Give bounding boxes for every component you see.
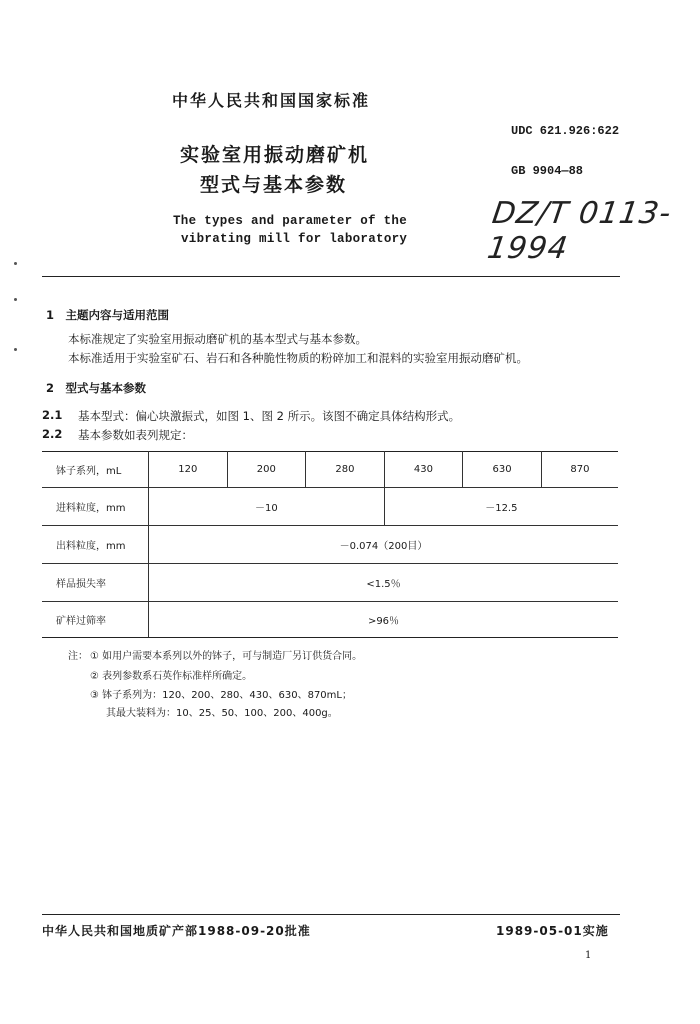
title-en-line2: vibrating mill for laboratory xyxy=(181,232,408,246)
notes-label: 注： xyxy=(68,651,88,662)
title-cn-line1: 实验室用振动磨矿机 xyxy=(180,144,370,166)
table-row xyxy=(42,602,618,638)
parameter-table xyxy=(42,451,618,638)
note-3-continuation: 其最大装料为：10、25、50、100、200、400g。 xyxy=(106,708,338,719)
row-label-bowl-series: 钵子系列，mL xyxy=(42,452,149,488)
clause-2-1-text: 基本型式：偏心块激振式，如图 1、图 2 所示。该图不确定具体结构形式。 xyxy=(78,409,461,423)
issuing-body: 中华人民共和国国家标准 xyxy=(172,91,371,110)
clause-2-2-text: 基本参数如表列规定： xyxy=(78,428,193,442)
bowl-size-cell: 120 xyxy=(149,452,228,488)
title-en-line1: The types and parameter of the xyxy=(173,214,408,228)
scan-speck xyxy=(14,262,17,265)
scan-speck xyxy=(14,298,17,301)
clause-2-1-number: 2.1 xyxy=(42,408,63,422)
feed-size-small-bowls: －10 xyxy=(149,488,385,526)
page-number: 1 xyxy=(585,950,592,961)
section-1-heading: 1 主题内容与适用范围 xyxy=(46,308,170,322)
note-1: ① 如用户需要本系列以外的钵子，可与制造厂另订供货合同。 xyxy=(90,651,363,662)
note-3: ③ 钵子系列为：120、200、280、430、630、870mL； xyxy=(90,690,352,701)
row-label-sieve-rate: 矿样过筛率 xyxy=(42,602,149,638)
handwritten-industry-code: DZ/T 0113-1994 xyxy=(485,196,674,266)
sieve-rate-value: >96％ xyxy=(149,602,619,638)
bowl-size-cell: 200 xyxy=(227,452,306,488)
bowl-size-cell: 630 xyxy=(463,452,542,488)
section-2-heading: 2 型式与基本参数 xyxy=(46,381,147,395)
bowl-size-cell: 430 xyxy=(384,452,463,488)
header-divider xyxy=(42,276,620,277)
table-row xyxy=(42,452,618,488)
feed-size-large-bowls: －12.5 xyxy=(384,488,618,526)
row-label-output-size: 出料粒度，mm xyxy=(42,526,149,564)
output-size-value: －0.074（200目） xyxy=(149,526,619,564)
loss-rate-value: <1.5％ xyxy=(149,564,619,602)
effective-date: 1989-05-01实施 xyxy=(496,924,609,938)
table-row xyxy=(42,488,618,526)
table-row xyxy=(42,564,618,602)
row-label-loss-rate: 样品损失率 xyxy=(42,564,149,602)
approval-statement: 中华人民共和国地质矿产部1988-09-20批准 xyxy=(42,924,311,938)
title-cn-line2: 型式与基本参数 xyxy=(200,174,348,196)
section-1-paragraph-1: 本标准规定了实验室用振动磨矿机的基本型式与基本参数。 xyxy=(68,332,367,346)
udc-code: UDC 621.926:622 xyxy=(511,124,620,138)
table-row xyxy=(42,526,618,564)
section-1-paragraph-2: 本标准适用于实验室矿石、岩石和各种脆性物质的粉碎加工和混料的实验室用振动磨矿机。 xyxy=(68,351,528,365)
row-label-feed-size: 进料粒度，mm xyxy=(42,488,149,526)
bowl-size-cell: 870 xyxy=(541,452,618,488)
note-2: ② 表列参数系石英作标准样所确定。 xyxy=(90,671,253,682)
gb-code: GB 9904—88 xyxy=(511,164,584,178)
bowl-size-cell: 280 xyxy=(306,452,385,488)
footer-divider xyxy=(42,914,620,915)
scan-speck xyxy=(14,348,17,351)
clause-2-2-number: 2.2 xyxy=(42,427,63,441)
